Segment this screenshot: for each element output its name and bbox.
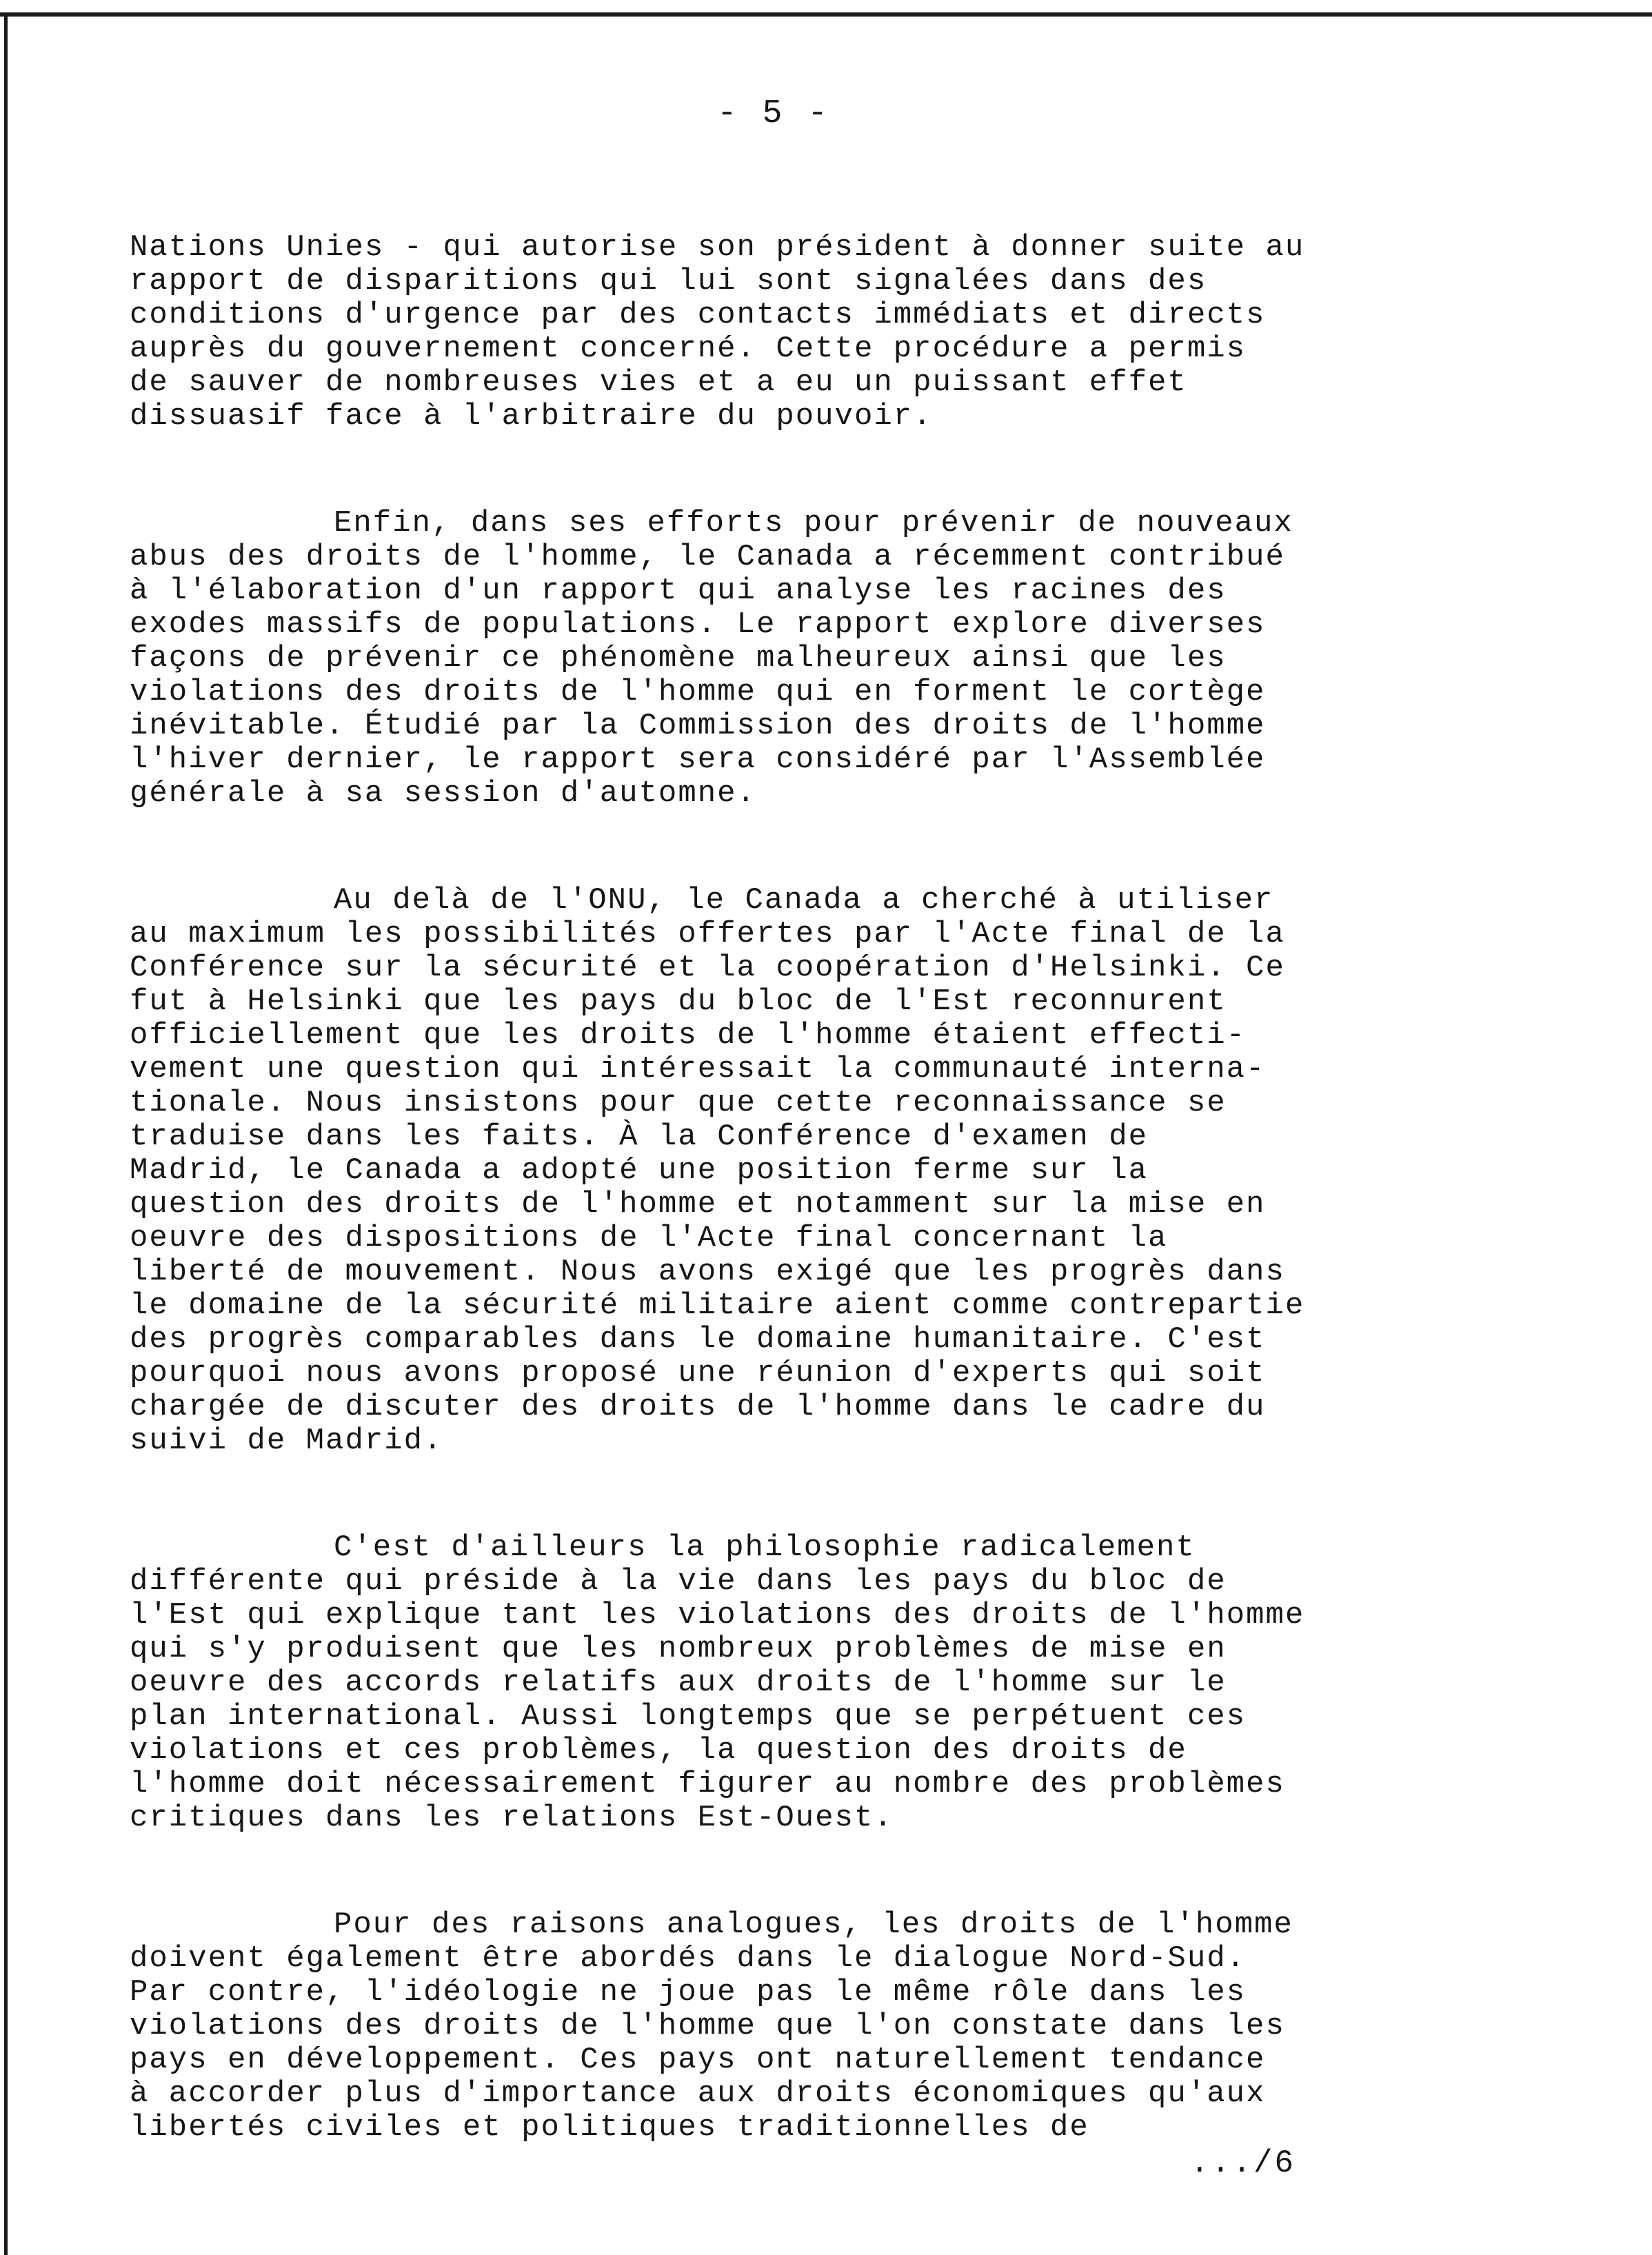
- continuation-marker: .../6: [1190, 2145, 1296, 2181]
- paragraph-3-text: Au delà de l'ONU, le Canada a cherché à utiliser au maximum les possibilités offertes par l'Acte final de la Conférence sur la sécurité et la coopération d'Helsinki. Ce fut à Helsinki que les pays du bloc de l'Est reconnurent officiellement que les droits de l'homme étaient effecti- vement une question qui intéressait la communauté interna- tionale. Nous insistons pour que cette reconnaissance se traduise dans les faits. À la Conférence d'examen de Madrid, le Canada a adopté une position ferme sur la question des droits de l'homme et notamment sur la mise en oeuvre des dispositions de l'Acte final concernant la liberté de mouvement. Nous avons exigé que les progrès dans le domaine de la sécurité militaire aient comme contrepartie des progrès comparables dans le domaine humanitaire. C'est pourquoi nous avons proposé une réunion d'experts qui soit chargée de discuter des droits de l'homme dans le cadre du suivi de Madrid.: [130, 883, 1305, 1458]
- top-border-rule: [0, 12, 1652, 17]
- paragraph-1: [130, 231, 1405, 434]
- page-number: - 5 -: [717, 95, 831, 132]
- paragraph-4-text: C'est d'ailleurs la philosophie radicalement différente qui préside à la vie dans les pays du bloc de l'Est qui explique tant les violations des droits de l'homme qui s'y produisent que les nombreux problèmes de mise en oeuvre des accords relatifs aux droits de l'homme sur le plan international. Aussi longtemps que se perpétuent ces violations et ces problèmes, la question des droits de l'homme doit nécessairement figurer au nombre des problèmes critiques dans les relations Est-Ouest.: [130, 1530, 1305, 1835]
- paragraph-5: [130, 1908, 1405, 2145]
- document-body: [130, 231, 1405, 2218]
- paragraph-3: [130, 884, 1405, 1458]
- paragraph-5-text: Pour des raisons analogues, les droits de l'homme doivent également être abordés dans le dialogue Nord-Sud. Par contre, l'idéologie ne joue pas le même rôle dans les violations des droits de l'homme que l'on constate dans les pays en développement. Ces pays ont naturellement tendance à accorder plus d'importance aux droits économiques qu'aux libertés civiles et politiques traditionnelles de: [130, 1908, 1293, 2145]
- paragraph-2: [130, 507, 1405, 811]
- left-border-rule: [4, 12, 8, 2255]
- paragraph-4: [130, 1531, 1405, 1835]
- paragraph-2-text: Enfin, dans ses efforts pour prévenir de nouveaux abus des droits de l'homme, le Canada a récemment contribué à l'élaboration d'un rapport qui analyse les racines des exodes massifs de populations. Le rapport explore diverses façons de prévenir ce phénomène malheureux ainsi que les violations des droits de l'homme qui en forment le cortège inévitable. Étudié par la Commission des droits de l'homme l'hiver dernier, le rapport sera considéré par l'Assemblée générale à sa session d'automne.: [130, 506, 1293, 811]
- paragraph-1-text: Nations Unies - qui autorise son président à donner suite au rapport de disparitions qui lui sont signalées dans des conditions d'urgence par des contacts immédiats et directs auprès du gouvernement concerné. Cette procédure a permis de sauver de nombreuses vies et a eu un puissant effet dissuasif face à l'arbitraire du pouvoir.: [130, 230, 1305, 434]
